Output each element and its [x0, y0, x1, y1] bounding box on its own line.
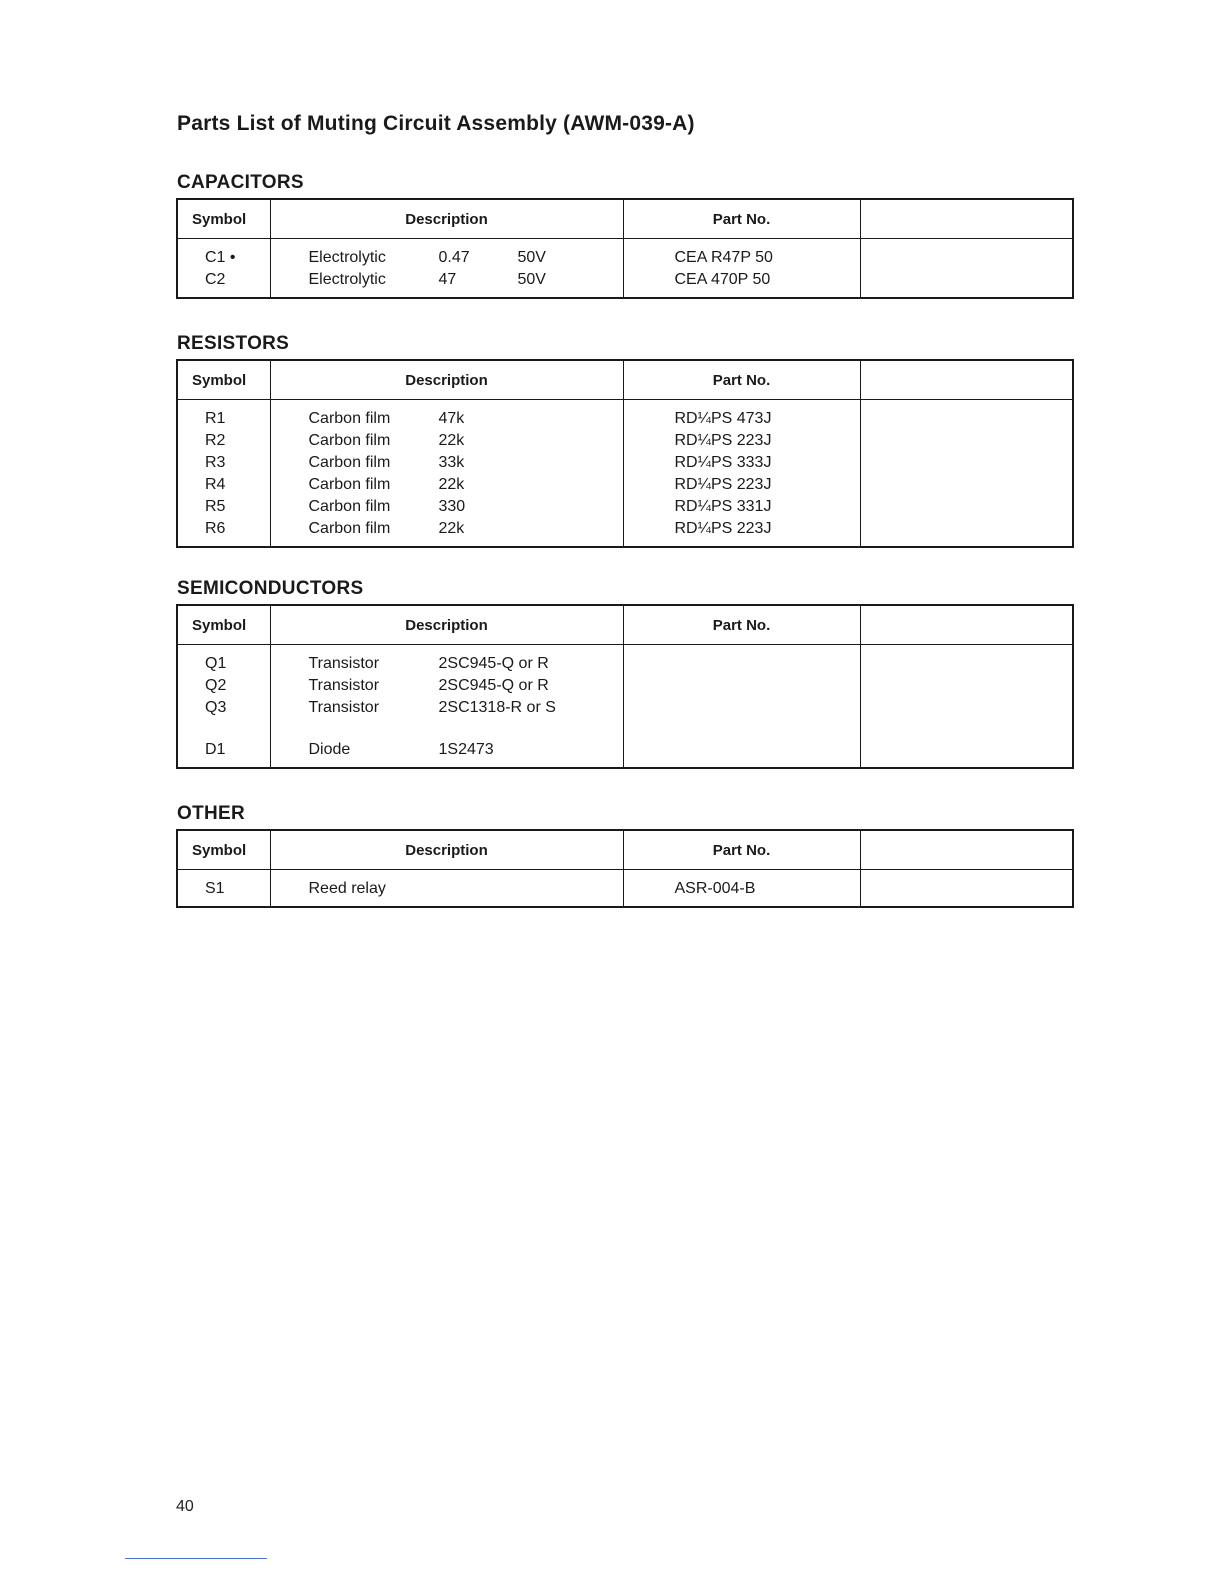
blank-cell	[860, 239, 1073, 299]
header-description: Description	[270, 605, 623, 645]
section-label-semiconductors: SEMICONDUCTORS	[177, 578, 364, 599]
part-no-cell: RD¼PS 331J	[674, 498, 772, 515]
part-no-cell	[623, 645, 860, 769]
description-line: Carbon film 22k	[308, 520, 465, 537]
table-header-row	[177, 830, 1073, 870]
blank-cell	[860, 400, 1073, 548]
page-title: Parts List of Muting Circuit Assembly (AWM-039-A)	[177, 112, 695, 135]
header-symbol: Symbol	[177, 605, 270, 645]
section-label-other: OTHER	[177, 803, 245, 824]
header-part-no: Part No.	[623, 360, 860, 400]
part-no-cell: RD¼PS 223J	[674, 432, 772, 449]
header-blank	[860, 360, 1073, 400]
description-line: Transistor 2SC1318-R or S	[308, 699, 556, 716]
description-line: Electrolytic 0.47 50V	[308, 249, 546, 266]
page-number: 40	[176, 1498, 194, 1515]
description-line: Carbon film 47k	[308, 410, 465, 427]
table-header-row	[177, 360, 1073, 400]
header-blank	[860, 199, 1073, 239]
description-line: Transistor 2SC945-Q or R	[308, 655, 549, 672]
description-line: Carbon film 22k	[308, 476, 465, 493]
blank-cell	[860, 645, 1073, 769]
part-no-cell: ASR-004-B	[674, 880, 756, 897]
symbol-cell: R6	[205, 520, 226, 537]
part-no-cell: RD¼PS 223J	[674, 476, 772, 493]
symbol-cell: S1	[205, 880, 225, 897]
resistors-section	[176, 333, 1072, 548]
symbol-cell: C1 •	[205, 249, 236, 266]
header-part-no: Part No.	[623, 605, 860, 645]
part-no-cell: CEA R47P 50	[674, 249, 773, 266]
capacitors-table	[176, 198, 1074, 299]
section-label-resistors: RESISTORS	[177, 333, 290, 354]
symbol-cell: C2	[205, 271, 226, 288]
semiconductors-table	[176, 604, 1074, 769]
symbol-cell: D1	[205, 741, 226, 758]
header-part-no: Part No.	[623, 830, 860, 870]
section-label-capacitors: CAPACITORS	[177, 172, 304, 193]
description-line: Diode 1S2473	[308, 741, 494, 758]
symbol-cell: R3	[205, 454, 226, 471]
table-body-row	[177, 645, 1073, 769]
description-line: Carbon film 33k	[308, 454, 465, 471]
symbol-cell: Q3	[205, 699, 227, 716]
other-section	[176, 803, 1072, 908]
capacitors-section	[176, 172, 1072, 299]
symbol-cell: Q1	[205, 655, 227, 672]
header-symbol: Symbol	[177, 830, 270, 870]
header-part-no: Part No.	[623, 199, 860, 239]
header-description: Description	[270, 199, 623, 239]
description-line: Carbon film 330	[308, 498, 466, 515]
description-line: Electrolytic 47 50V	[308, 271, 546, 288]
table-body-row	[177, 870, 1073, 908]
resistors-table	[176, 359, 1074, 548]
part-no-cell: RD¼PS 473J	[674, 410, 772, 427]
table-header-row	[177, 605, 1073, 645]
header-description: Description	[270, 360, 623, 400]
description-line: Carbon film 22k	[308, 432, 465, 449]
other-table	[176, 829, 1074, 908]
part-no-cell: CEA 470P 50	[674, 271, 771, 288]
symbol-cell: R2	[205, 432, 226, 449]
table-body-row	[177, 400, 1073, 548]
symbol-cell: R5	[205, 498, 226, 515]
header-symbol: Symbol	[177, 360, 270, 400]
blank-cell	[860, 870, 1073, 908]
symbol-cell: Q2	[205, 677, 227, 694]
description-line: Transistor 2SC945-Q or R	[308, 677, 549, 694]
header-blank	[860, 830, 1073, 870]
header-blank	[860, 605, 1073, 645]
symbol-cell: R4	[205, 476, 226, 493]
part-no-cell: RD¼PS 333J	[674, 454, 772, 471]
table-header-row	[177, 199, 1073, 239]
footer-rule	[125, 1558, 267, 1559]
part-no-cell: RD¼PS 223J	[674, 520, 772, 537]
header-description: Description	[270, 830, 623, 870]
table-body-row	[177, 239, 1073, 299]
description-line: Reed relay	[308, 880, 386, 897]
symbol-cell: R1	[205, 410, 226, 427]
header-symbol: Symbol	[177, 199, 270, 239]
semiconductors-section	[176, 578, 1072, 769]
